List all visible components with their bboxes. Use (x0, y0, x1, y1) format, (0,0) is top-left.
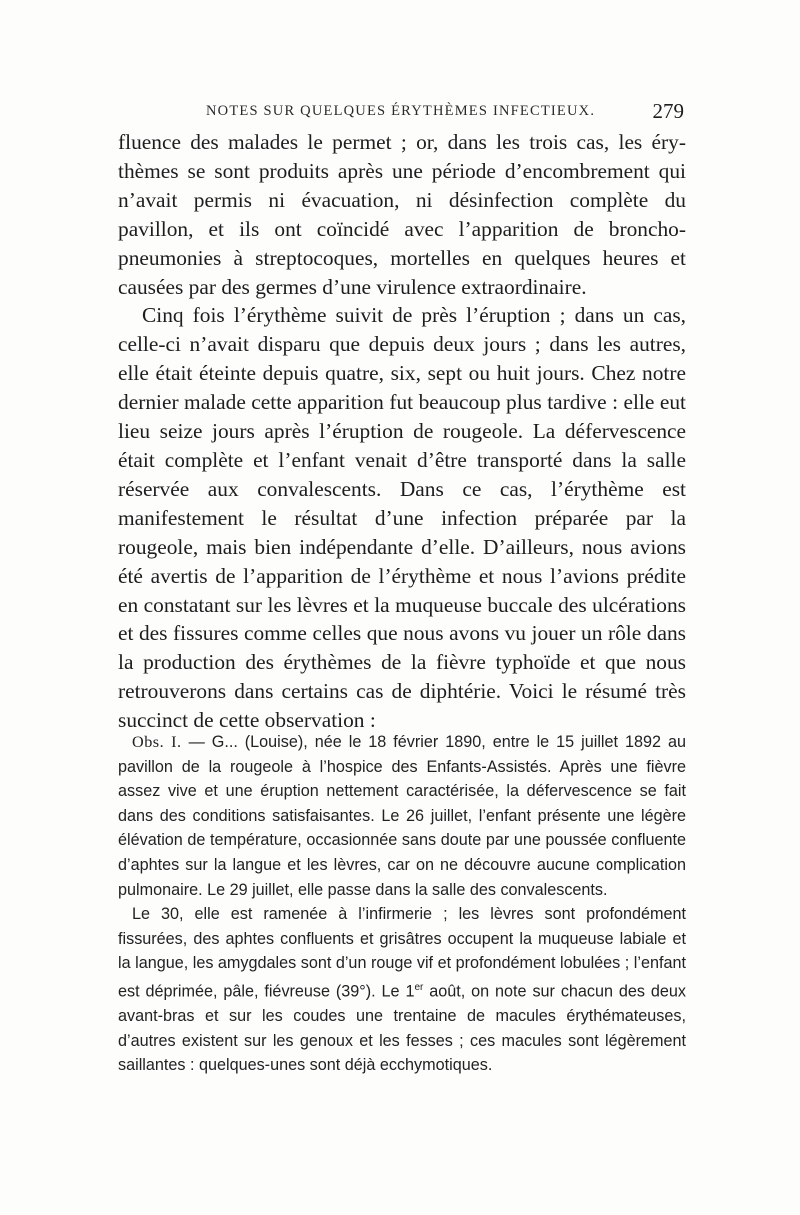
paragraph-continuation: fluence des malades le permet ; or, dans les trois cas, les érythèmes se sont produits après une période d’encombrement qui n’avait permis ni évacuation, ni désinfection complète du pavillon, et ils ont coïncidé avec l’apparition de broncho-pneumonies à streptocoques, mortelles en quelques heures et causées par des germes d’une virulence extraordinaire. (118, 130, 686, 299)
observation-paragraph-2 (118, 902, 686, 1078)
observation-text-2b: août, on note sur chacun des deux avant-bras et sur les coudes une trentaine de macules érythémateuses, d’autres existent sur les genoux et les fesses ; ces macules sont légèrement saillantes : quelques-unes sont déjà ecchymotiques. (118, 982, 686, 1075)
observation-text-2a: Le 30, elle est ramenée à l’infirmerie ; les lèvres sont profondément fissurées, des aphtes confluents et grisâtres occupent la muqueuse labiale et la langue, les amygdales sont d’un rouge vif et profondément lobulées ; l’enfant est déprimée, pâle, fiévreuse (39°). Le (118, 905, 686, 1001)
page-header (118, 99, 686, 123)
paragraph-erythema: Cinq fois l’érythème suivit de près l’éruption ; dans un cas, celle-ci n’avait disparu que depuis deux jours ; dans les autres, elle était éteinte depuis quatre, six, sept ou huit jours. Chez notre dernier malade cette apparition fut beaucoup plus tardive : elle eut lieu seize jours après l’éruption de rougeole. La défervescence était complète et l’enfant venait d’être transporté dans la salle réservée aux convalescents. Dans ce cas, l’érythème est manifestement le résultat d’une infection préparée par la rougeole, mais bien indépendante d’elle. D’ailleurs, nous avions été avertis de l’apparition de l’érythème et nous l’avions prédite en constatant sur les lèvres et la muqueuse buccale des ulcérations et des fissures comme celles que nous avons vu jouer un rôle dans la production des érythèmes de la fièvre typhoïde et que nous retrouverons dans certains cas de diphtérie. Voici le résumé très succinct de cette observation : (118, 303, 686, 733)
observation-text-1: — G... (Louise), née le 18 février 1890, entre le 15 juillet 1892 au pavillon de la rougeole à l’hospice des Enfants-Assistés. Après une fièvre assez vive et une éruption nettement caractérisée, la défervescence se fait dans des conditions satisfaisantes. Le 26 juillet, l’enfant présente une légère élévation de température, occasionnée sans doute par une poussée confluente d’aphtes sur la langue et les lèvres, car on ne découvre aucune complication pulmonaire. Le 29 juillet, elle passe dans la salle des convalescents. (118, 733, 686, 899)
observation-label: Obs. I. (132, 733, 182, 751)
page-number: 279 (652, 99, 684, 123)
observation-block (118, 730, 686, 1078)
date-number: 1 (405, 982, 415, 1001)
date-superscript: er (414, 981, 424, 993)
observation-paragraph-1 (118, 730, 686, 902)
main-text (118, 128, 686, 735)
running-title: NOTES SUR QUELQUES ÉRYTHÈMES INFECTIEUX. (206, 103, 596, 119)
